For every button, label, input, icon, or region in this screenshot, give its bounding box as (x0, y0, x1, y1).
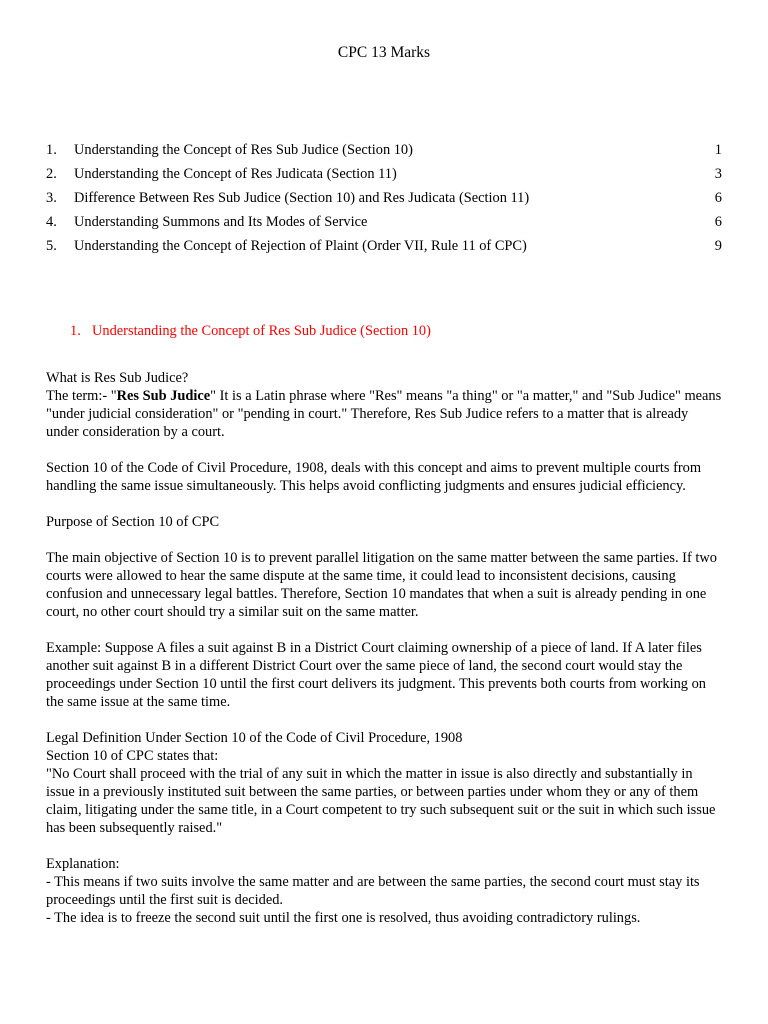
toc-item[interactable] (46, 165, 722, 189)
toc-item[interactable] (46, 237, 722, 261)
explanation-heading: Explanation: (46, 856, 120, 872)
term-bold: Res Sub Judice (116, 388, 211, 404)
section-heading (70, 322, 431, 340)
toc-item-number: 4. (46, 214, 57, 230)
purpose-heading: Purpose of Section 10 of CPC (46, 514, 220, 530)
document-title: CPC 13 Marks (337, 44, 431, 61)
table-of-contents (46, 141, 722, 261)
what-is-heading: What is Res Sub Judice? (46, 370, 189, 386)
section-heading-number: 1. (70, 323, 81, 339)
toc-item-page: 1 (714, 142, 722, 158)
document-body (46, 369, 722, 927)
toc-item-page: 9 (714, 238, 722, 254)
toc-item[interactable] (46, 213, 722, 237)
toc-item-number: 3. (46, 190, 57, 206)
legal-definition-heading: Legal Definition Under Section 10 of the Code of Civil Procedure, 1908 (46, 730, 463, 746)
toc-item[interactable] (46, 141, 722, 165)
states-that-line: Section 10 of CPC states that: (46, 748, 219, 764)
toc-item-title: Understanding Summons and Its Modes of Service (74, 214, 368, 230)
toc-item-number: 1. (46, 142, 57, 158)
explanation-point: - The idea is to freeze the second suit until the first one is resolved, thus avoiding contradictory rulings. (46, 910, 641, 926)
toc-item-title: Understanding the Concept of Res Judicata (Section 11) (74, 166, 397, 182)
example-paragraph: Example: Suppose A files a suit against B in a District Court claiming ownership of a piece of land. If A later files another suit against B in a different District Court over the same piece of land, the second court would stay the proceedings under Section 10 until the first court delivers its judgment. This prevents both courts from working on the same issue at the same time. (46, 640, 706, 710)
toc-item-title: Understanding the Concept of Rejection of Plaint (Order VII, Rule 11 of CPC) (74, 238, 527, 254)
term-paragraph (46, 387, 722, 441)
toc-item-number: 5. (46, 238, 57, 254)
section10-paragraph: Section 10 of the Code of Civil Procedure, 1908, deals with this concept and aims to prevent multiple courts from handling the same issue simultaneously. This helps avoid conflicting judgments and ensures judicial efficiency. (46, 460, 702, 494)
section-heading-title: Understanding the Concept of Res Sub Judice (Section 10) (92, 323, 431, 339)
toc-item-page: 6 (714, 190, 722, 206)
objective-paragraph: The main objective of Section 10 is to prevent parallel litigation on the same matter between the same parties. If two courts were allowed to hear the same dispute at the same time, it could lead to inconsistent decisions, causing confusion and unnecessary legal battles. Therefore, Section 10 mandates that when a suit is already pending in one court, no other court should try a similar suit on the same matter. (46, 550, 717, 620)
toc-item[interactable] (46, 189, 722, 213)
toc-item-title: Difference Between Res Sub Judice (Section 10) and Res Judicata (Section 11) (74, 190, 530, 206)
toc-item-page: 6 (714, 214, 722, 230)
section10-quote: "No Court shall proceed with the trial of any suit in which the matter in issue is also directly and substantially in issue in a previously instituted suit between the same parties, or between parties under whom they or any of them claim, litigating under the same title, in a Court competent to try such subsequent suit or the suit in which such issue has been subsequently raised." (46, 766, 716, 836)
toc-item-title: Understanding the Concept of Res Sub Judice (Section 10) (74, 142, 413, 158)
toc-item-number: 2. (46, 166, 57, 182)
explanation-point: - This means if two suits involve the same matter and are between the same parties, the second court must stay its proceedings until the first suit is decided. (46, 874, 700, 908)
toc-item-page: 3 (714, 166, 722, 182)
term-rest: " It is a Latin phrase where "Res" means "a thing" or "a matter," and "Sub Judice" means "under judicial consideration" or "pending in court." Therefore, Res Sub Judice refers to a matter that is already under consideration by a court. (46, 388, 722, 440)
term-prefix: The term:- " (46, 388, 117, 404)
